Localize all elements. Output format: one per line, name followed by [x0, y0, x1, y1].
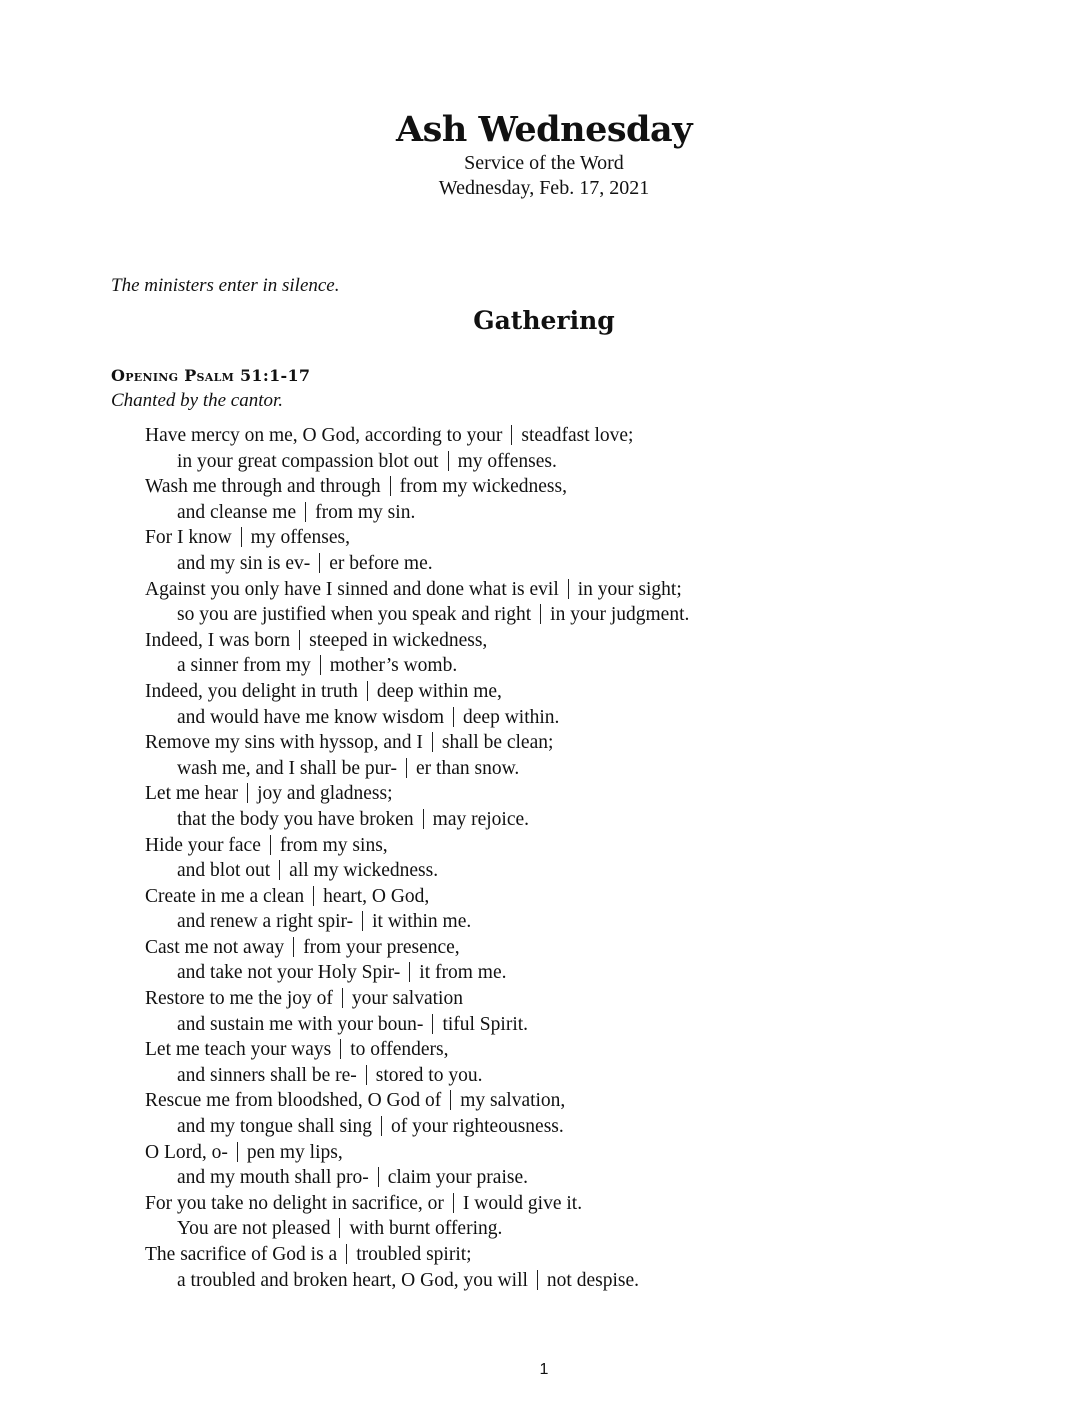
psalm-line	[145, 833, 1045, 859]
psalm-line	[145, 781, 1045, 807]
psalm-line-second-half: er before me.	[329, 552, 433, 574]
psalm-line-first-half: and my sin is ev-	[177, 552, 311, 574]
psalm-line-second-half: pen my lips,	[246, 1141, 343, 1163]
psalm-line	[145, 705, 1045, 731]
psalm-line-second-half: your salvation	[351, 988, 463, 1010]
psalm-line	[145, 525, 1045, 551]
psalm-line	[145, 602, 1045, 628]
psalm-line	[145, 1012, 1045, 1038]
psalm-text	[145, 423, 1045, 1293]
psalm-line	[145, 730, 1045, 756]
psalm-line-first-half: and my mouth shall pro-	[177, 1167, 369, 1189]
pointing-bar-divider	[279, 860, 280, 880]
pointing-bar-divider	[340, 1039, 341, 1059]
psalm-line-second-half: er than snow.	[416, 757, 520, 779]
psalm-line	[145, 653, 1045, 679]
pointing-bar-divider	[367, 681, 368, 701]
section-heading-gathering: Gathering	[473, 306, 615, 335]
psalm-line-second-half: from my wickedness,	[399, 476, 567, 498]
psalm-line-second-half: stored to you.	[375, 1064, 483, 1086]
psalm-line-first-half: wash me, and I shall be pur-	[177, 757, 398, 779]
psalm-line-first-half: Indeed, you delight in truth	[145, 680, 358, 702]
pointing-bar-divider	[247, 783, 248, 803]
pointing-bar-divider	[537, 1270, 538, 1290]
psalm-line-second-half: mother’s womb.	[329, 655, 458, 677]
psalm-line	[145, 807, 1045, 833]
pointing-bar-divider	[299, 630, 300, 650]
psalm-line	[145, 1216, 1045, 1242]
psalm-line-first-half: Against you only have I sinned and done what is evil	[145, 578, 559, 600]
pointing-bar-divider	[511, 425, 512, 445]
psalm-line-first-half: You are not pleased	[177, 1218, 331, 1240]
psalm-line-first-half: and sinners shall be re-	[177, 1064, 357, 1086]
psalm-line-first-half: and my tongue shall sing	[177, 1116, 372, 1138]
psalm-line-second-half: all my wickedness.	[289, 860, 439, 882]
psalm-line	[145, 1191, 1045, 1217]
psalm-line	[145, 679, 1045, 705]
intro-rubric: The ministers enter in silence.	[111, 275, 340, 296]
psalm-line	[145, 500, 1045, 526]
pointing-bar-divider	[320, 655, 321, 675]
psalm-line-second-half: may rejoice.	[432, 808, 530, 830]
psalm-line-first-half: and take not your Holy Spir-	[177, 962, 401, 984]
psalm-line-second-half: troubled spirit;	[356, 1244, 472, 1265]
psalm-line-second-half: joy and gladness;	[257, 783, 393, 805]
pointing-bar-divider	[448, 451, 449, 471]
psalm-line-first-half: a troubled and broken heart, O God, you will	[177, 1269, 528, 1291]
service-date: Wednesday, Feb. 17, 2021	[438, 177, 650, 199]
pointing-bar-divider	[319, 553, 320, 573]
psalm-line-second-half: my offenses,	[250, 527, 350, 549]
pointing-bar-divider	[305, 502, 306, 522]
psalm-line	[145, 1242, 1045, 1268]
psalm-line-first-half: Cast me not away	[145, 936, 285, 958]
psalm-line	[145, 1140, 1045, 1166]
pointing-bar-divider	[423, 809, 424, 829]
psalm-line	[145, 1037, 1045, 1063]
psalm-line	[145, 1063, 1045, 1089]
pointing-bar-divider	[293, 937, 294, 957]
pointing-bar-divider	[362, 911, 363, 931]
psalm-line-first-half: Have mercy on me, O God, according to your	[145, 425, 503, 446]
psalm-line	[145, 474, 1045, 500]
pointing-bar-divider	[270, 835, 271, 855]
psalm-line	[145, 884, 1045, 910]
psalm-line	[145, 449, 1045, 475]
psalm-line-second-half: of your righteousness.	[390, 1116, 564, 1138]
pointing-bar-divider	[450, 1090, 451, 1110]
psalm-line-first-half: and would have me know wisdom	[177, 706, 445, 728]
psalm-line-second-half: from my sins,	[279, 834, 388, 856]
psalm-line-second-half: to offenders,	[350, 1039, 449, 1061]
psalm-line	[145, 577, 1045, 603]
psalm-line	[145, 960, 1045, 986]
pointing-bar-divider	[390, 476, 391, 496]
pointing-bar-divider	[453, 1193, 454, 1213]
psalm-line-first-half: so you are justified when you speak and right	[177, 604, 532, 626]
psalm-line-second-half: it within me.	[372, 911, 472, 933]
pointing-bar-divider	[339, 1218, 340, 1238]
psalm-line-second-half: tiful Spirit.	[442, 1013, 529, 1035]
psalm-line	[145, 756, 1045, 782]
psalm-line	[145, 935, 1045, 961]
psalm-line-first-half: For you take no delight in sacrifice, or	[145, 1192, 444, 1214]
psalm-line-second-half: deep within.	[463, 706, 560, 728]
psalm-line-first-half: and cleanse me	[177, 501, 297, 523]
psalm-line-second-half: in your judgment.	[550, 604, 690, 626]
psalm-line-first-half: Rescue me from bloodshed, O God of	[145, 1090, 442, 1112]
psalm-line-first-half: Create in me a clean	[145, 885, 305, 907]
pointing-bar-divider	[313, 886, 314, 906]
psalm-line-first-half: Remove my sins with hyssop, and I	[145, 732, 423, 754]
pointing-bar-divider	[366, 1065, 367, 1085]
psalm-line-first-half: Wash me through and through	[145, 476, 381, 498]
psalm-line-first-half: a sinner from my	[177, 655, 311, 677]
psalm-line-second-half: in your sight;	[577, 578, 682, 600]
psalm-line	[145, 858, 1045, 884]
psalm-line-first-half: that the body you have broken	[177, 808, 414, 830]
psalm-line	[145, 1088, 1045, 1114]
psalm-line-first-half: Indeed, I was born	[145, 629, 291, 651]
psalm-line	[145, 628, 1045, 654]
psalm-heading: Opening Psalm 51:1-17	[111, 366, 311, 385]
psalm-line-first-half: Hide your face	[145, 834, 261, 856]
psalm-line-first-half: Let me teach your ways	[145, 1039, 332, 1061]
psalm-line-second-half: my salvation,	[460, 1090, 566, 1112]
psalm-line-second-half: steeped in wickedness,	[309, 629, 488, 651]
psalm-line-second-half: claim your praise.	[387, 1167, 528, 1189]
psalm-line-second-half: I would give it.	[462, 1192, 583, 1214]
psalm-line	[145, 909, 1045, 935]
psalm-line-first-half: For I know	[145, 527, 232, 549]
pointing-bar-divider	[432, 1014, 433, 1034]
psalm-line-second-half: my offenses.	[457, 450, 557, 472]
psalm-line	[145, 551, 1045, 577]
pointing-bar-divider	[409, 962, 410, 982]
psalm-line-first-half: and renew a right spir-	[177, 911, 354, 933]
psalm-line-first-half: Restore to me the joy of	[145, 988, 333, 1010]
pointing-bar-divider	[540, 604, 541, 624]
psalm-line-first-half: O Lord, o-	[145, 1141, 228, 1163]
pointing-bar-divider	[378, 1167, 379, 1187]
pointing-bar-divider	[342, 988, 343, 1008]
pointing-bar-divider	[237, 1142, 238, 1162]
psalm-line-second-half: with burnt offering.	[349, 1218, 503, 1240]
pointing-bar-divider	[241, 527, 242, 547]
psalm-rubric: Chanted by the cantor.	[111, 390, 284, 411]
psalm-line-first-half: The sacrifice of God is a	[145, 1244, 338, 1265]
pointing-bar-divider	[406, 758, 407, 778]
psalm-line-second-half: not despise.	[546, 1269, 639, 1291]
psalm-line-second-half: it from me.	[419, 962, 507, 984]
page-number: 1	[539, 1361, 549, 1378]
psalm-line-first-half: and blot out	[177, 860, 271, 882]
psalm-line-second-half: shall be clean;	[441, 732, 554, 754]
psalm-line-first-half: and sustain me with your boun-	[177, 1013, 424, 1035]
psalm-line	[145, 1165, 1045, 1191]
psalm-line	[145, 423, 1045, 449]
pointing-bar-divider	[381, 1116, 382, 1136]
psalm-line	[145, 1268, 1045, 1294]
psalm-line-first-half: in your great compassion blot out	[177, 450, 439, 472]
psalm-line-first-half: Let me hear	[145, 783, 239, 805]
page-title: Ash Wednesday	[395, 109, 693, 150]
service-subtitle: Service of the Word	[464, 152, 624, 174]
psalm-line-second-half: heart, O God,	[323, 885, 430, 907]
pointing-bar-divider	[432, 732, 433, 752]
psalm-line-second-half: from my sin.	[315, 501, 416, 523]
pointing-bar-divider	[453, 707, 454, 727]
pointing-bar-divider	[346, 1244, 347, 1264]
psalm-line	[145, 986, 1045, 1012]
psalm-line-second-half: deep within me,	[376, 680, 502, 702]
psalm-line-second-half: steadfast love;	[521, 425, 634, 446]
psalm-line	[145, 1114, 1045, 1140]
psalm-line-second-half: from your presence,	[303, 936, 460, 958]
pointing-bar-divider	[568, 579, 569, 599]
